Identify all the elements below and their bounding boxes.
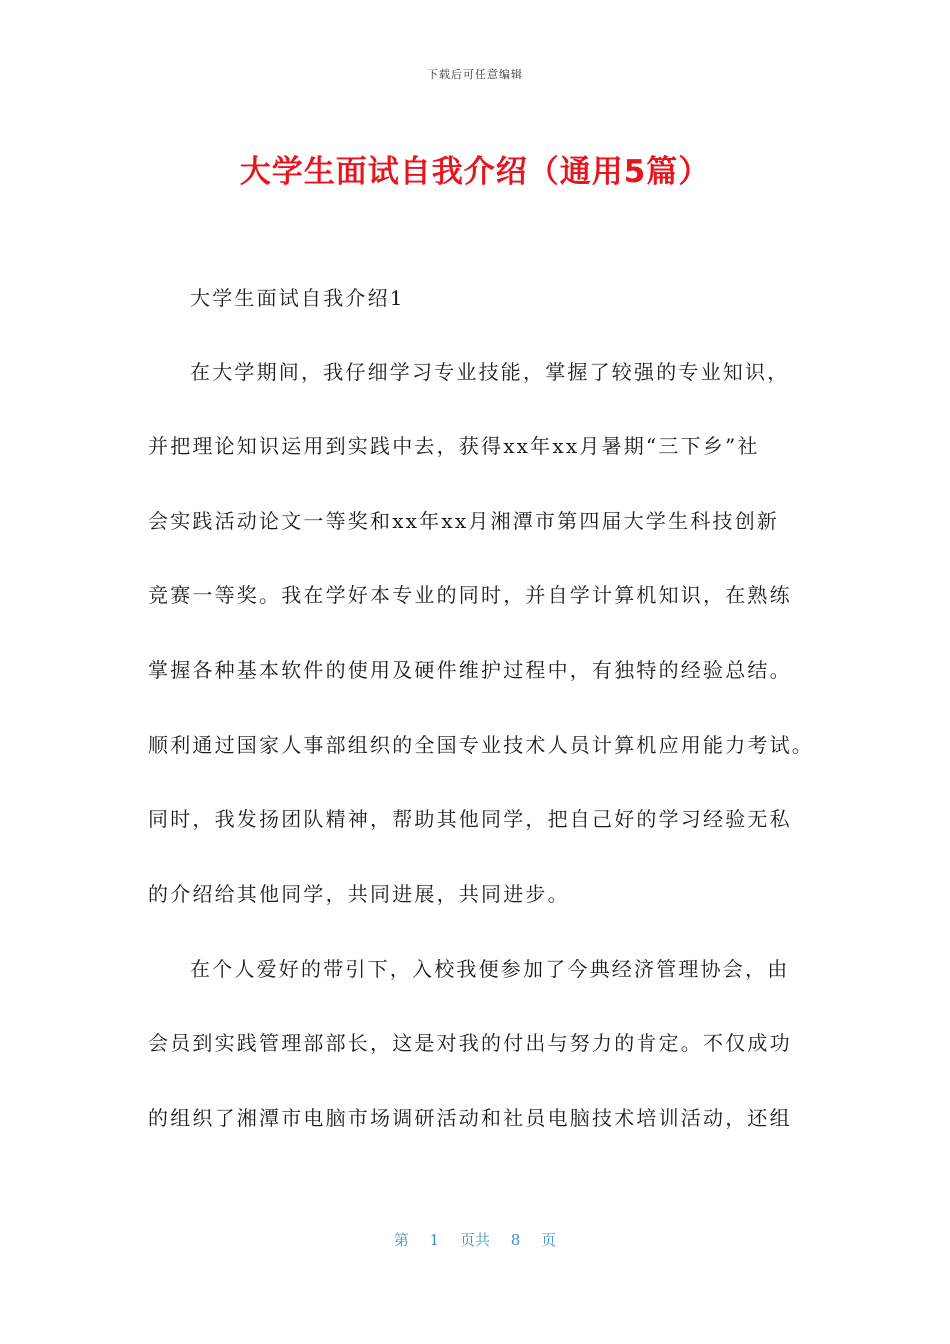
section-heading: 大学生面试自我介绍1 (190, 286, 405, 310)
paragraph-line: 顺利通过国家人事部组织的全国专业技术人员计算机应用能力考试。 (148, 733, 814, 757)
footer-page-number: 1 (429, 1231, 440, 1249)
paragraph-line: 竞赛一等奖。我在学好本专业的同时，并自学计算机知识，在熟练 (148, 583, 792, 607)
footer-page-middle: 页共 (459, 1231, 490, 1249)
paragraph-line: 在个人爱好的带引下，入校我便参加了今典经济管理协会，由 (190, 957, 790, 981)
paragraph-line: 的介绍给其他同学，共同进展，共同进步。 (148, 882, 570, 906)
paragraph-line: 并把理论知识运用到实践中去，获得xx年xx月暑期“三下乡”社 (148, 434, 760, 458)
paragraph-line: 会员到实践管理部部长，这是对我的付出与努力的肯定。不仅成功 (148, 1031, 792, 1055)
page-header-note: 下载后可任意编辑 (427, 68, 523, 81)
paragraph-line: 掌握各种基本软件的使用及硬件维护过程中，有独特的经验总结。 (148, 658, 792, 682)
paragraph-line: 同时，我发扬团队精神，帮助其他同学，把自己好的学习经验无私 (148, 807, 792, 831)
paragraph-line: 在大学期间，我仔细学习专业技能，掌握了较强的专业知识， (190, 360, 790, 384)
footer-page-prefix: 第 (393, 1231, 409, 1249)
footer-total-pages: 8 (510, 1231, 521, 1249)
footer-page-suffix: 页 (541, 1231, 557, 1249)
paragraph-line: 的组织了湘潭市电脑市场调研活动和社员电脑技术培训活动，还组 (148, 1106, 792, 1130)
page-footer (0, 1229, 950, 1250)
paragraph-line: 会实践活动论文一等奖和xx年xx月湘潭市第四届大学生科技创新 (148, 509, 780, 533)
document-title: 大学生面试自我介绍（通用5篇） (239, 154, 711, 190)
